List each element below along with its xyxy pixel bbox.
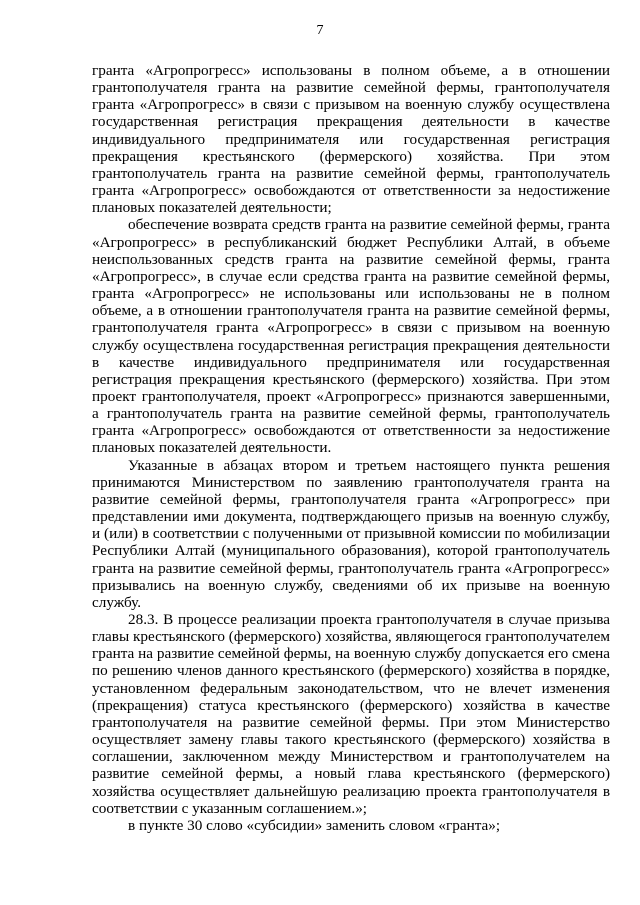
paragraph-grant-return: обеспечение возврата средств гранта на развитие семейной фермы, гранта «Агропрогресс» в республиканский бюджет Республики Алтай, в объеме неиспользованных средств гранта на развитие семейной фермы, гранта «Агропрогресс», в случае если средства гранта на развитие семейной фермы, гранта «Агропрогресс» не использованы или использованы не в полном объеме, а в отношении грантополучателя гранта на развитие семейной фермы, грантополучателя гранта «Агропрогресс» в связи с призывом на военную службу осуществлена государственная регистрация прекращения деятельности в качестве индивидуального предпринимателя или государственная регистрация прекращения крестьянского (фермерского) хозяйства. При этом проект грантополучателя, проект «Агропрогресс» признаются завершенными, а грантополучатель гранта на развитие семейной фермы, грантополучатель гранта «Агропрогресс» освобождаются от ответственности за недостижение плановых показателей деятельности. (92, 216, 610, 457)
paragraph-decisions: Указанные в абзацах втором и третьем настоящего пункта решения принимаются Министерством по заявлению грантополучателя гранта на развитие семейной фермы, грантополучателя гранта «Агропрогресс» при представлении ими документа, подтверждающего призыв на военную службу, и (или) в соответствии с полученными от призывной комиссии по мобилизации Республики Алтай (муниципального образования), которой грантополучатель гранта на развитие семейной фермы, грантополучатель гранта «Агропрогресс» призывались на военную службу, сведениями об их призыве на военную службу. (92, 456, 610, 611)
paragraph-28-3: 28.3. В процессе реализации проекта грантополучателя в случае призыва главы крестьянского (фермерского) хозяйства, являющегося грантополучателем гранта на развитие семейной фермы, на военную службу допускается его смена по решению членов данного крестьянского (фермерского) хозяйства в порядке, установленном федеральным законодательством, что не влечет изменения (прекращения) статуса крестьянского (фермерского) хозяйства в качестве грантополучателя на развитие семейной фермы. При этом Министерство осуществляет замену главы такого крестьянского (фермерского) хозяйства в соглашении, заключенном между Министерством и грантополучателем на развитие семейной фермы, а новый глава крестьянского (фермерского) хозяйства осуществляет дальнейшую реализацию проекта грантополучателя в соответствии с указанным соглашением.»; (92, 611, 610, 817)
paragraph-clause-30: в пункте 30 слово «субсидии» заменить словом «гранта»; (128, 816, 501, 834)
document-body (92, 62, 610, 834)
page-number: 7 (316, 23, 324, 38)
paragraph-continuation: гранта «Агропрогресс» использованы в полном объеме, а в отношении грантополучателя гранта на развитие семейной фермы, грантополучателя гранта «Агропрогресс» в связи с призывом на военную службу осуществлена государственная регистрация прекращения деятельности в качестве индивидуального предпринимателя или государственная регистрация прекращения крестьянского (фермерского) хозяйства. При этом грантополучатель гранта на развитие семейной фермы, грантополучатель гранта «Агропрогресс» освобождаются от ответственности за недостижение плановых показателей деятельности; (92, 62, 610, 217)
